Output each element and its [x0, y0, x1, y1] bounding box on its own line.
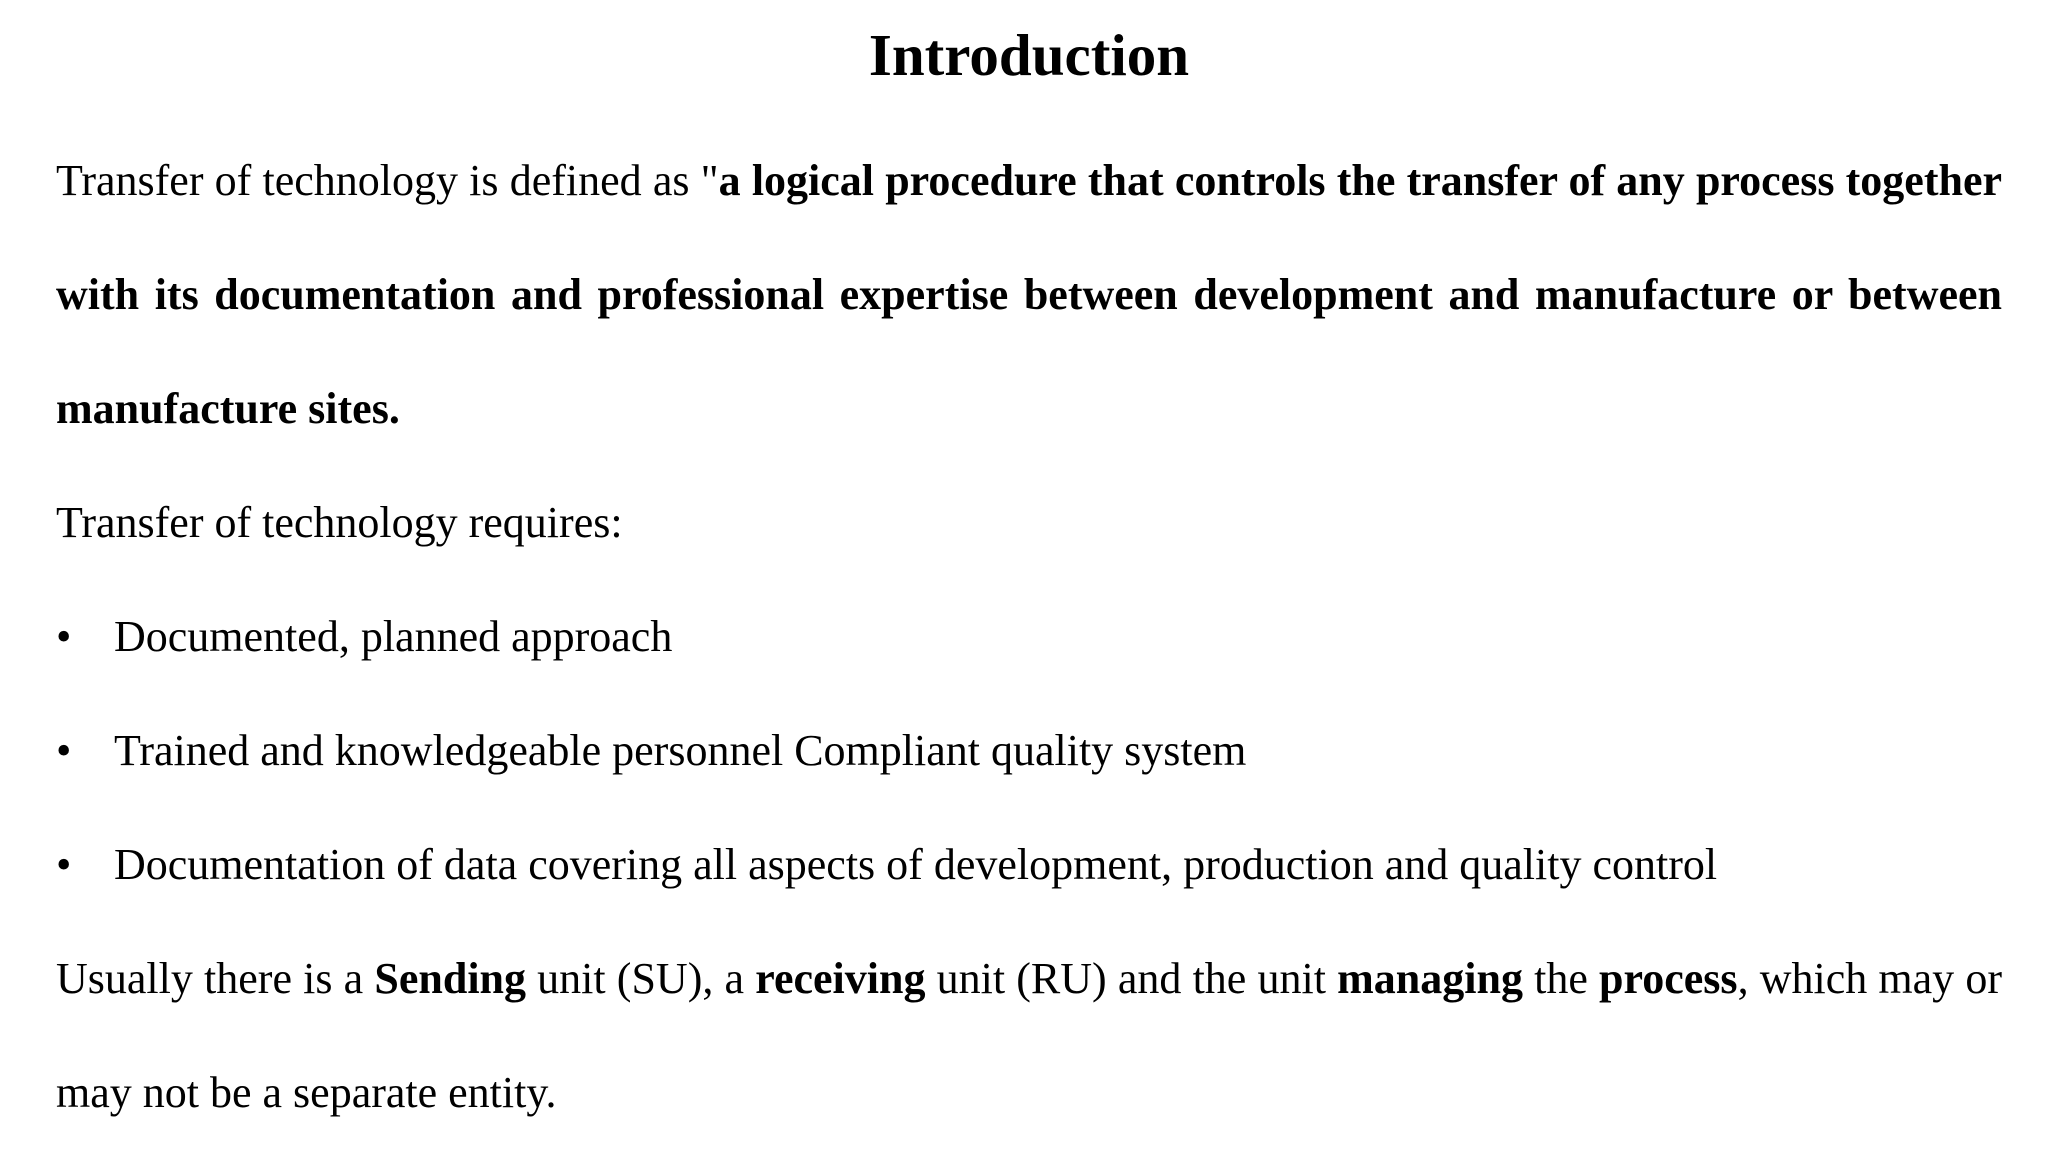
- list-item-text: Documented, planned approach: [114, 612, 673, 661]
- list-item: [56, 694, 2002, 808]
- list-item: [56, 580, 2002, 694]
- units-bold-managing: managing: [1337, 954, 1523, 1003]
- list-item-text: Documentation of data covering all aspects of development, production and quality control: [114, 840, 1718, 889]
- units-text-3: unit (RU) and the unit: [925, 954, 1338, 1003]
- units-text-5: , which may or may not be a separate entity.: [56, 954, 2003, 1117]
- bullet-icon: •: [56, 612, 72, 661]
- units-bold-receiving: receiving: [755, 954, 926, 1003]
- units-text-1: Usually there is a: [56, 954, 375, 1003]
- requirements-list: [56, 580, 2002, 922]
- definition-lead: Transfer of technology is defined as ": [56, 156, 719, 205]
- definition-bold-text: a logical procedure that controls the transfer of any process together with its documentation and professional expertise between development and manufacture or between manufacture sites.: [56, 156, 2002, 433]
- definition-paragraph: [56, 124, 2002, 466]
- units-paragraph: [56, 922, 2002, 1150]
- page-title: Introduction: [868, 22, 1190, 88]
- requires-intro: Transfer of technology requires:: [56, 498, 623, 547]
- units-text-2: unit (SU), a: [526, 954, 756, 1003]
- units-bold-sending: Sending: [374, 954, 527, 1003]
- units-bold-process: process: [1599, 954, 1738, 1003]
- units-text-4: the: [1522, 954, 1600, 1003]
- list-item-text: Trained and knowledgeable personnel Compliant quality system: [114, 726, 1247, 775]
- list-item: [56, 808, 2002, 922]
- bullet-icon: •: [56, 726, 72, 775]
- bullet-icon: •: [56, 840, 72, 889]
